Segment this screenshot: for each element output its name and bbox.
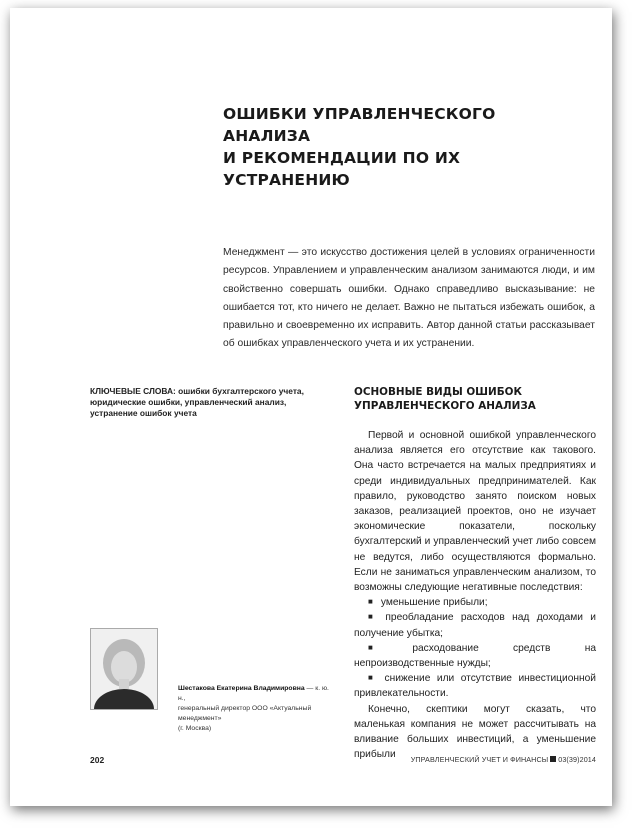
author-info [178, 684, 338, 734]
issue-number: 03(39)2014 [558, 755, 596, 764]
author-name: Шестакова Екатерина Владимировна [178, 685, 305, 692]
author-position: генеральный директор ООО «Актуальный менеджмент» [178, 705, 312, 722]
journal-page [10, 8, 612, 806]
body-paragraph: Первой и основной ошибкой управленческого анализа является его отсутствие как такового. Она часто встречается на малых предприятиях и среди индивидуальных предпринимателей. Как правило, руководство занято поиском новых заказов, реализацией проектов, оно не изучает экономические показатели, поскольку бухгалтерский и управленческий учет либо совсем не ведутся, либо осуществляются формально. Если не заниматься управленческим анализом, то возможны следующие негативные последствия: [354, 430, 596, 594]
keywords-block [90, 386, 326, 419]
section-heading-line2: УПРАВЛЕНЧЕСКОГО АНАЛИЗА [354, 399, 536, 412]
author-degree: — к. ю. н., [178, 685, 329, 702]
section-heading [354, 386, 594, 413]
bullet-item: ■ преобладание расходов над доходами и получение убытка; [354, 610, 596, 640]
body-paragraph: Конечно, скептики могут сказать, что маленькая компания не может рассчитывать на вливание больших инвестиций, а уменьшение прибыли [354, 703, 596, 761]
article-title-line2: И РЕКОМЕНДАЦИИ ПО ИХ УСТРАНЕНИЮ [223, 149, 461, 189]
square-separator-icon [550, 756, 556, 762]
article-title-line1: ОШИБКИ УПРАВЛЕНЧЕСКОГО АНАЛИЗА [223, 105, 496, 145]
page-number: 202 [90, 755, 105, 765]
section-heading-line1: ОСНОВНЫЕ ВИДЫ ОШИБОК [354, 386, 522, 398]
section-body [354, 428, 596, 762]
bullet-item: ■ уменьшение прибыли; [354, 595, 596, 610]
running-footer [410, 755, 596, 764]
bullet-item: ■ расходование средств на непроизводственные нужды; [354, 641, 596, 671]
article-lead: Менеджмент — это искусство достижения целей в условиях ограниченности ресурсов. Управлением и управленческим анализом занимаются люди, и им свойственно совершать ошибки. Однако справедливо высказывание: не ошибается тот, кто ничего не делает. Важно не пытаться избежать ошибок, а правильно и своевременно их исправить. Автор данной статьи рассказывает об ошибках управленческого учета и их устранении. [223, 247, 595, 350]
article-title [223, 103, 583, 191]
author-city: (г. Москва) [178, 725, 212, 732]
keywords-label: КЛЮЧЕВЫЕ СЛОВА: [90, 386, 176, 396]
journal-name: УПРАВЛЕНЧЕСКИЙ УЧЕТ И ФИНАНСЫ [410, 755, 549, 764]
author-portrait-icon [91, 629, 157, 709]
keywords-text: ошибки бухгалтерского учета, юридические ошибки, управленческий анализ, устранение ошибок учета [90, 386, 304, 418]
author-photo [90, 628, 158, 710]
bullet-item: ■ снижение или отсутствие инвестиционной привлекательности. [354, 671, 596, 701]
